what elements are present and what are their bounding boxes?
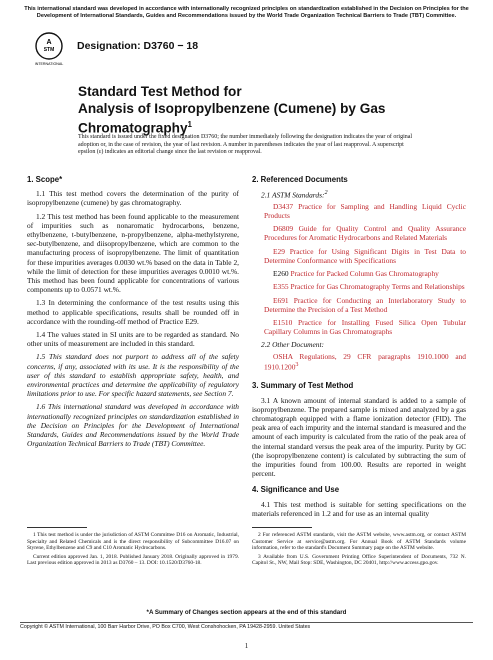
other-document-subheading: 2.2 Other Document: bbox=[261, 340, 325, 350]
footnote-1-edition: Current edition approved Jan. 1, 2018. Published January 2018. Originally approved in 1979. Last previous edition approved in 2013 as D3760 – 13. DOI: 10.1520/D3760-18. bbox=[27, 553, 239, 567]
paragraph-1-4: 1.4 The values stated in SI units are to be regarded as standard. No other units of measurement are included in this standard. bbox=[27, 330, 239, 349]
astm-standards-subheading: 2.1 ASTM Standards:$^2$ bbox=[261, 190, 328, 200]
footnotes-left bbox=[27, 532, 239, 569]
significance-heading: 4. Significance and Use bbox=[252, 485, 340, 495]
footnote-divider bbox=[252, 527, 312, 528]
paragraph-1-3: 1.3 In determining the conformance of the test results using this method to applicable specifications, results shall be rounded off in accordance with the rounding-off method of Practice E29. bbox=[27, 298, 239, 326]
title-line: Standard Test Method for bbox=[78, 84, 242, 99]
reference-list bbox=[252, 202, 466, 336]
footnotes-right bbox=[252, 532, 466, 569]
paragraph-1-6: 1.6 This international standard was developed in accordance with internationally recognized principles on standardization established in the Decision on Principles for the Development of International Standards, Guides and Recommendations issued by the World Trade Organization Technical Barriers to Trade (TBT) Committee. bbox=[27, 402, 239, 449]
paragraph-1-1: 1.1 This test method covers the determination of the purity of isopropylbenzene (cumene) by gas chromatography. bbox=[27, 189, 239, 208]
astm-logo bbox=[32, 31, 66, 67]
reference-item[interactable]: D6809 Guide for Quality Control and Quality Assurance Procedures for Aromatic Hydrocarbons and Related Materials bbox=[264, 224, 466, 243]
summary-heading: 3. Summary of Test Method bbox=[252, 381, 354, 391]
reference-item[interactable]: E691 Practice for Conducting an Interlaboratory Study to Determine the Precision of a Test Method bbox=[264, 295, 466, 314]
designation: Designation: D3760 − 18 bbox=[77, 40, 199, 52]
footnote-marker: 1 bbox=[187, 120, 192, 129]
referenced-documents-heading: 2. Referenced Documents bbox=[252, 175, 348, 184]
title-line: Analysis of Isopropylbenzene (Cumene) by Gas bbox=[78, 100, 386, 116]
copyright: Copyright © ASTM International, 100 Barr Harbor Drive, PO Box C700, West Conshohocken, PA 19428-2959. United States bbox=[20, 624, 311, 630]
reference-item[interactable]: D3437 Practice for Sampling and Handling Liquid Cyclic Products bbox=[264, 201, 466, 221]
document-title bbox=[78, 84, 408, 137]
footnote-1: 1 This test method is under the jurisdiction of ASTM Committee D16 on Aromatic, Industrial, Specialty and Related Chemicals and is the direct responsibility of Subcommittee D16.07 on Styrene, Ethylbenzene and C9 and C10 Aromatic Hydrocarbons. bbox=[27, 532, 239, 552]
paragraph-1-5: 1.5 This standard does not purport to address all of the safety concerns, if any, associated with its use. It is the responsibility of the user of this standard to establish appropriate safety, health, and environmental practices and determine the applicability of regulatory limitations prior to use. For specific hazard statements, see Section 7. bbox=[27, 352, 239, 399]
reference-item[interactable]: E355 Practice for Gas Chromatography Terms and Relationships bbox=[273, 282, 465, 292]
footnote-3: 3 Available from U.S. Government Printing Office Superintendent of Documents, 732 N. Capitol St., NW, Mail Stop: SDE, Washington, DC 20401, http://www.access.gpo.gov. bbox=[252, 553, 466, 567]
paragraph-3-1: 3.1 A known amount of internal standard is added to a sample of isopropylbenzene. The prepared sample is mixed and analyzed by a gas chromatograph equipped with a flame ionization detector (FID). The peak area of each impurity and the internal standard is measured and the amount of each impurity is calculated from the ratio of the peak area of the internal standard versus the peak area of the impurity. Purity by GC (the isopropylbenzene content) is calculated by subtracting the sum of the impurities found from 100.00. Results are reported in weight percent. bbox=[252, 395, 466, 479]
footnote-2: 2 For referenced ASTM standards, visit the ASTM website, www.astm.org, or contact ASTM Customer Service at service@astm.org. For Annual Book of ASTM Standards volume information, refer to the standard's Document Summary page on the ASTM website. bbox=[252, 532, 466, 552]
osha-reference[interactable]: OSHA Regulations, 29 CFR paragraphs 1910.1000 and 1910.1200$^3$ bbox=[264, 351, 466, 372]
title-line: Chromatography$^1$ bbox=[78, 120, 192, 136]
footnote-divider bbox=[27, 527, 87, 528]
left-column bbox=[27, 175, 239, 452]
reference-item[interactable]: E1510 Practice for Installing Fused Silica Open Tubular Capillary Columns in Gas Chromatographs bbox=[264, 317, 466, 337]
svg-text:INTERNATIONAL: INTERNATIONAL bbox=[34, 62, 64, 66]
scope-heading: 1. Scope* bbox=[27, 175, 63, 184]
paragraph-1-2: 1.2 This test method has been found applicable to the measurement of impurities such as nonaromatic hydrocarbons, benzene, ethylbenzene, t-butylbenzene, n-propylbenzene, alpha-methylstyrene, sec-butylbenzene, and diisopropylbenzene, which are common to the manufacturing process of isopropylbenzene. The limit of quantitation for these impurities averages 0.0030 wt.% based on the data in Table 2, while the limit of detection for these impurities averages 0.0010 wt.%. This method has been found applicable for concentrations of various components up to 0.0571 wt.%. bbox=[27, 211, 239, 295]
reference-item[interactable]: E260 Practice for Packed Column Gas Chromatography bbox=[273, 269, 439, 279]
paragraph-4-1: 4.1 This test method is suitable for setting specifications on the materials referenced in 1.2 and for use as an internal quality bbox=[252, 499, 466, 518]
svg-text:A: A bbox=[46, 39, 52, 46]
right-column bbox=[252, 175, 466, 522]
summary-of-changes-note: *A Summary of Changes section appears at the end of this standard bbox=[146, 609, 347, 616]
page-number: 1 bbox=[244, 642, 249, 650]
reference-item[interactable]: E29 Practice for Using Significant Digits in Test Data to Determine Conformance with Specifications bbox=[264, 246, 466, 265]
tbt-notice: This international standard was developed in accordance with internationally recognized principles on standardization established in the Decision on Principles for the Development of International Standards, Guides and Recommendations issued by the World Trade Organization Technical Barriers to Trade (TBT) Committee. bbox=[24, 6, 469, 19]
copyright-divider bbox=[20, 622, 473, 623]
svg-text:STM: STM bbox=[43, 47, 55, 53]
standard-note: This standard is issued under the fixed designation D3760; the number immediately following the designation indicates the year of original adoption or, in the case of revision, the year of last revision. A number in parentheses indicates the year of last reapproval. A superscript epsilon (ε) indicates an editorial change since the last revision or reapproval. bbox=[78, 134, 413, 156]
